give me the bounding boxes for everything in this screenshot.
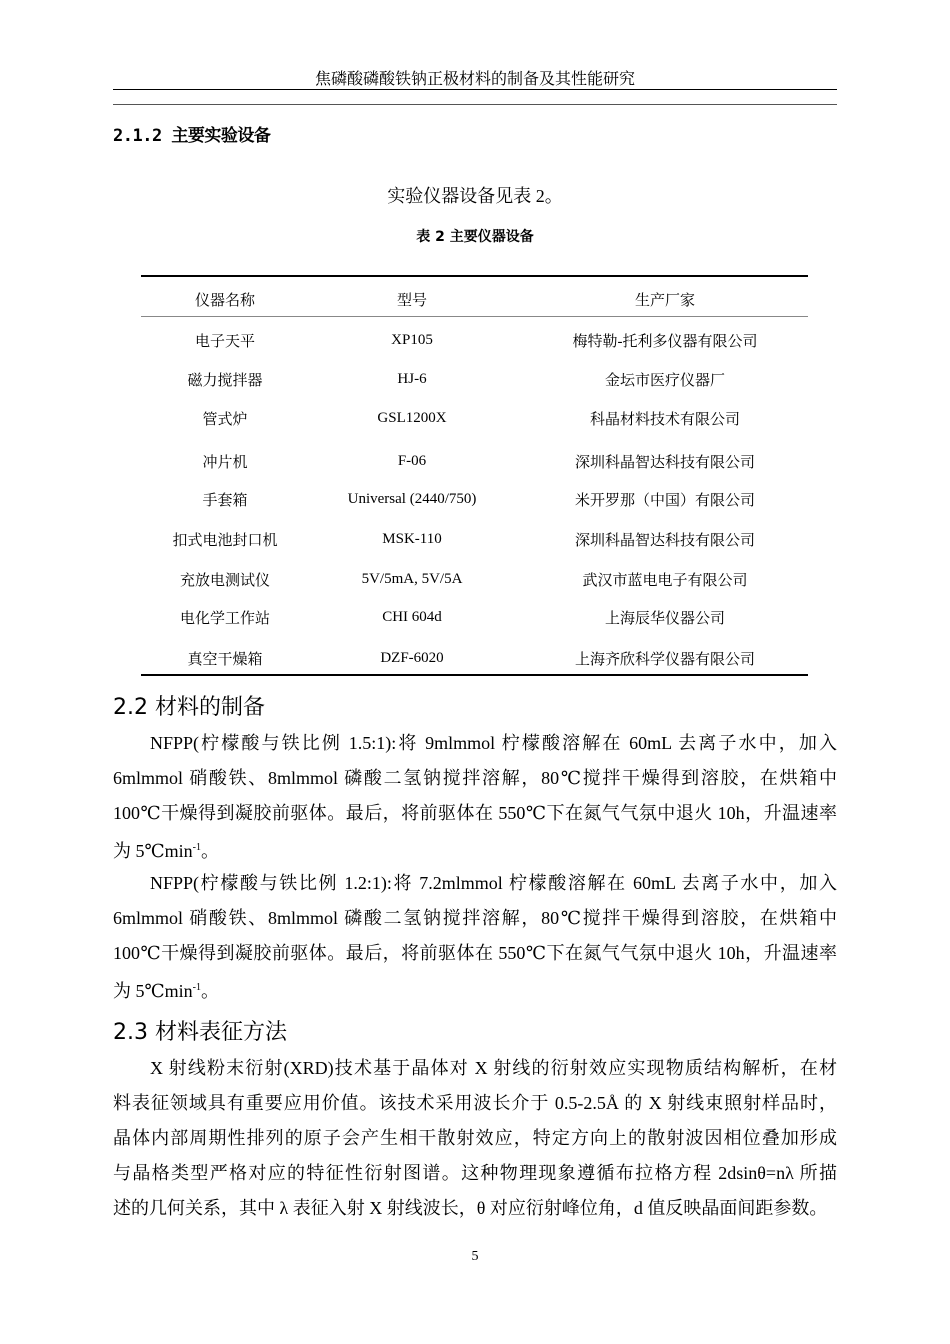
paragraph-line bbox=[113, 906, 837, 930]
table-cell: 电子天平 bbox=[194, 334, 256, 350]
table-cell: 金坛市医疗仪器厂 bbox=[604, 373, 726, 389]
table-cell: 扣式电池封口机 bbox=[172, 533, 278, 549]
paragraph-line bbox=[113, 976, 837, 1000]
header-rule-secondary bbox=[113, 104, 837, 105]
section-heading-2-1-2: 2.1.2 主要实验设备 bbox=[113, 126, 271, 146]
line-text: 为 5℃min bbox=[113, 981, 193, 1001]
line-text: 6mlmmol 硝酸铁、8mlmmol 磷酸二氢钠搅拌溶解，80℃搅拌干燥得到溶胶，在烘箱中 bbox=[113, 768, 837, 788]
table-cell: 管式炉 bbox=[202, 412, 248, 428]
line-text: 。 bbox=[200, 841, 219, 861]
page-number: 5 bbox=[471, 1249, 479, 1264]
column-header: 仪器名称 bbox=[194, 293, 256, 309]
paragraph-line bbox=[113, 941, 837, 965]
running-header: 焦磷酸磷酸铁钠正极材料的制备及其性能研究 bbox=[314, 71, 635, 88]
line-text: NFPP(柠檬酸与铁比例 1.2:1):将 7.2mlmmol 柠檬酸溶解在 60mL 去离子水中，加入 bbox=[150, 873, 837, 893]
table-cell: 5V/5mA, 5V/5A bbox=[361, 571, 463, 587]
line-text: 料表征领域具有重要应用价值。该技术采用波长介于 0.5-2.5Å 的 X 射线束照射样品时， bbox=[113, 1093, 837, 1113]
line-text: 100℃干燥得到凝胶前驱体。最后，将前驱体在 550℃下在氮气气氛中退火 10h，升温速率 bbox=[113, 943, 837, 963]
table-cell: CHI 604d bbox=[382, 609, 442, 625]
line-text: 与晶格类型严格对应的特征性衍射图谱。这种物理现象遵循布拉格方程 2dsinθ=nλ 所描 bbox=[113, 1163, 837, 1183]
paragraph-line bbox=[113, 1091, 837, 1115]
table-cell: 武汉市蓝电电子有限公司 bbox=[582, 573, 748, 589]
table-top-rule bbox=[141, 275, 808, 277]
header-rule bbox=[113, 89, 837, 90]
table-cell: 冲片机 bbox=[202, 455, 248, 471]
line-text: 为 5℃min bbox=[113, 841, 193, 861]
table-cell: 真空干燥箱 bbox=[187, 652, 263, 668]
table-cell: 手套箱 bbox=[202, 493, 248, 509]
table-cell: HJ-6 bbox=[397, 371, 427, 387]
table-cell: DZF-6020 bbox=[380, 650, 444, 666]
line-text: 述的几何关系，其中 λ 表征入射 X 射线波长，θ 对应衍射峰位角，d 值反映晶面间距参数。 bbox=[113, 1198, 828, 1218]
table-cell: 电化学工作站 bbox=[179, 611, 271, 627]
paragraph-line bbox=[150, 871, 837, 895]
line-text: X 射线粉末衍射(XRD)技术基于晶体对 X 射线的衍射效应实现物质结构解析，在材 bbox=[150, 1058, 837, 1078]
paragraph-line bbox=[113, 1126, 837, 1150]
column-header: 生产厂家 bbox=[634, 293, 696, 309]
table-cell: 梅特勒-托利多仪器有限公司 bbox=[572, 334, 758, 350]
table-header-rule bbox=[141, 316, 808, 317]
line-text: 100℃干燥得到凝胶前驱体。最后，将前驱体在 550℃下在氮气气氛中退火 10h，升温速率 bbox=[113, 803, 837, 823]
paragraph-line bbox=[150, 731, 837, 755]
table-cell: 充放电测试仪 bbox=[179, 573, 271, 589]
table-cell: MSK-110 bbox=[382, 531, 442, 547]
superscript: -1 bbox=[192, 982, 201, 993]
line-text: NFPP(柠檬酸与铁比例 1.5:1):将 9mlmmol 柠檬酸溶解在 60mL 去离子水中，加入 bbox=[150, 733, 837, 753]
table-cell: Universal (2440/750) bbox=[347, 491, 477, 507]
table-bottom-rule bbox=[141, 674, 808, 676]
table-cell: XP105 bbox=[391, 332, 433, 348]
column-header: 型号 bbox=[396, 293, 428, 309]
superscript: -1 bbox=[192, 842, 201, 853]
paragraph-line bbox=[113, 1161, 837, 1185]
table-cell: 深圳科晶智达科技有限公司 bbox=[574, 533, 756, 549]
line-text: 6mlmmol 硝酸铁、8mlmmol 磷酸二氢钠搅拌溶解，80℃搅拌干燥得到溶胶，在烘箱中 bbox=[113, 908, 837, 928]
table-caption: 表 2 主要仪器设备 bbox=[416, 229, 534, 245]
paragraph-line bbox=[113, 836, 837, 860]
paragraph-line bbox=[113, 1196, 837, 1220]
line-text: 晶体内部周期性排列的原子会产生相干散射效应，特定方向上的散射波因相位叠加形成 bbox=[113, 1128, 837, 1148]
table-cell: 上海齐欣科学仪器有限公司 bbox=[574, 652, 756, 668]
table-cell: 上海辰华仪器公司 bbox=[604, 611, 726, 627]
table-intro-text: 实验仪器设备见表 2。 bbox=[387, 186, 563, 206]
section-heading-2-2: 2.2 材料的制备 bbox=[113, 695, 265, 720]
paragraph-line bbox=[113, 766, 837, 790]
section-heading-2-3: 2.3 材料表征方法 bbox=[113, 1020, 287, 1045]
paragraph-line bbox=[113, 801, 837, 825]
table-cell: 米开罗那（中国）有限公司 bbox=[574, 493, 756, 509]
table-cell: 科晶材料技术有限公司 bbox=[589, 412, 741, 428]
paragraph-line bbox=[150, 1056, 837, 1080]
line-text: 。 bbox=[200, 981, 219, 1001]
table-cell: 深圳科晶智达科技有限公司 bbox=[574, 455, 756, 471]
table-cell: 磁力搅拌器 bbox=[187, 373, 263, 389]
table-cell: F-06 bbox=[397, 453, 427, 469]
table-cell: GSL1200X bbox=[377, 410, 447, 426]
